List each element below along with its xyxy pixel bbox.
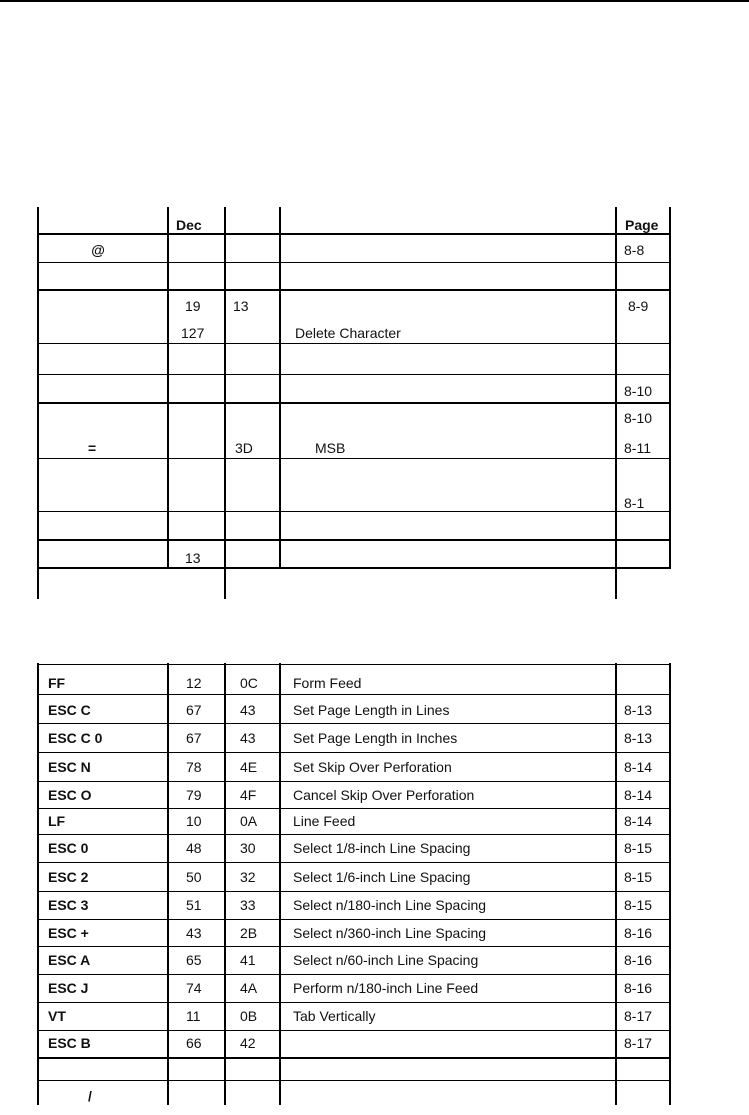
table2-dec: 65 — [186, 952, 202, 968]
table2-page: 8-14 — [624, 813, 653, 829]
table2-right-border — [669, 663, 671, 1105]
table2-rule — [37, 664, 671, 665]
table2-page: 8-16 — [624, 980, 653, 996]
table1-hex: 13 — [233, 298, 249, 314]
table2-hex: 43 — [240, 702, 256, 718]
table2-desc: Perform n/180-inch Line Feed — [293, 980, 479, 996]
table2-code: LF — [48, 813, 66, 829]
table2-code: ESC C 0 — [48, 730, 103, 746]
table2-divider-desc — [279, 663, 281, 1105]
table2-code: ESC O — [48, 787, 92, 803]
table2-dec: 43 — [186, 925, 202, 941]
table2-code: VT — [48, 1008, 66, 1024]
table2-code: ESC 3 — [48, 897, 89, 913]
table2-code: ESC 0 — [48, 840, 89, 856]
table1-page: 8-10 — [624, 383, 653, 399]
table2-dec: 48 — [186, 840, 202, 856]
table2-hex: 30 — [240, 840, 256, 856]
table2-page: 8-13 — [624, 730, 653, 746]
table1-desc: MSB — [315, 440, 346, 456]
table2-rule — [37, 834, 671, 835]
table2-code: ESC C — [48, 702, 91, 718]
table1-page: 8-8 — [624, 242, 645, 258]
table2-rule — [37, 862, 671, 863]
table1-code: @ — [91, 242, 105, 258]
table1-dec: 19 — [185, 298, 201, 314]
table2-dec: 78 — [186, 759, 202, 775]
table2-dec: 50 — [186, 869, 202, 885]
table2-dec: 11 — [186, 1008, 201, 1024]
table2-code: ESC B — [48, 1035, 91, 1051]
table2-desc: Line Feed — [293, 813, 356, 829]
table2-hex: 4A — [240, 980, 258, 996]
table2-divider-page — [615, 663, 617, 1105]
table1-dec: 13 — [185, 550, 201, 566]
table1-dec: 127 — [181, 325, 205, 341]
table2-rule — [37, 946, 671, 947]
table2-page: 8-16 — [624, 925, 653, 941]
table2-dec: 66 — [186, 1035, 202, 1051]
table2-rule — [37, 919, 671, 920]
table2-hex: 42 — [240, 1035, 256, 1051]
table2-hex: 4E — [240, 759, 258, 775]
table2-desc: Set Page Length in Inches — [293, 730, 458, 746]
table2-hex: 2B — [240, 925, 258, 941]
table2-dec: 10 — [186, 813, 202, 829]
table2-rule — [37, 1057, 671, 1059]
table2-code: ESC J — [48, 980, 89, 996]
table2-dec: 74 — [186, 980, 202, 996]
table2-rule — [37, 1002, 671, 1003]
table2-rule — [37, 694, 671, 695]
table2-page: 8-14 — [624, 759, 653, 775]
table2-hex: 4F — [240, 787, 257, 803]
table2-hex: 0A — [240, 813, 258, 829]
table2-desc: Cancel Skip Over Perforation — [293, 787, 475, 803]
header-page: Page — [625, 217, 659, 233]
table2-desc: Set Skip Over Perforation — [293, 759, 452, 775]
table2-divider-dec — [167, 663, 169, 1105]
table1-page: 8-10 — [624, 410, 653, 426]
table2-desc: Set Page Length in Lines — [293, 702, 450, 718]
table2-desc: Select 1/8-inch Line Spacing — [293, 840, 471, 856]
table2-dec: 67 — [186, 702, 202, 718]
table2-hex: 33 — [240, 897, 256, 913]
table2-rule — [37, 891, 671, 892]
table2-page: 8-15 — [624, 869, 653, 885]
table2-hex: 0B — [240, 1008, 258, 1024]
table1-page: 8-11 — [624, 440, 651, 456]
table2-desc: Form Feed — [293, 675, 362, 691]
table1-hex: 3D — [235, 440, 253, 456]
table2-hex: 32 — [240, 869, 256, 885]
table1-page: 8-9 — [628, 298, 649, 314]
table2-page: 8-15 — [624, 897, 653, 913]
table2-dec: 79 — [186, 787, 202, 803]
table2-hex: 0C — [240, 675, 258, 691]
table1-code: = — [88, 440, 97, 456]
table2-desc: Select 1/6-inch Line Spacing — [293, 869, 471, 885]
table2-code: ESC N — [48, 759, 91, 775]
table2-hex: 41 — [240, 952, 256, 968]
table2-code: / — [88, 1088, 92, 1104]
table2-dec: 12 — [186, 675, 202, 691]
header-dec: Dec — [176, 217, 202, 233]
table1-desc: Delete Character — [295, 325, 401, 341]
table2-desc: Tab Vertically — [293, 1008, 376, 1024]
table2-dec: 67 — [186, 730, 202, 746]
table2-desc: Select n/60-inch Line Spacing — [293, 952, 479, 968]
table2-code: ESC 2 — [48, 869, 89, 885]
table2-rule — [37, 974, 671, 975]
table2-page: 8-17 — [624, 1008, 653, 1024]
table2-page: 8-13 — [624, 702, 653, 718]
table2-rule — [37, 752, 671, 753]
table2-rule — [37, 723, 671, 724]
table2-rule — [37, 1030, 671, 1031]
table2-divider-hex — [224, 663, 226, 1105]
table2-dec: 51 — [186, 897, 202, 913]
table2-desc: Select n/180-inch Line Spacing — [293, 897, 487, 913]
table2-hex: 43 — [240, 730, 256, 746]
table2-page: 8-16 — [624, 952, 653, 968]
table2-page: 8-15 — [624, 840, 653, 856]
table2-page: 8-14 — [624, 787, 653, 803]
table2-left-border — [37, 663, 39, 1105]
table2-page: 8-17 — [624, 1035, 653, 1051]
table2-rule — [37, 808, 671, 809]
table2-rule — [37, 781, 671, 782]
table2-desc: Select n/360-inch Line Spacing — [293, 925, 487, 941]
table2-rule — [37, 1080, 671, 1081]
table2-code: ESC A — [48, 952, 91, 968]
table1-page: 8-1 — [624, 495, 645, 511]
table2-code: ESC + — [48, 925, 89, 941]
table2-code: FF — [48, 675, 66, 691]
